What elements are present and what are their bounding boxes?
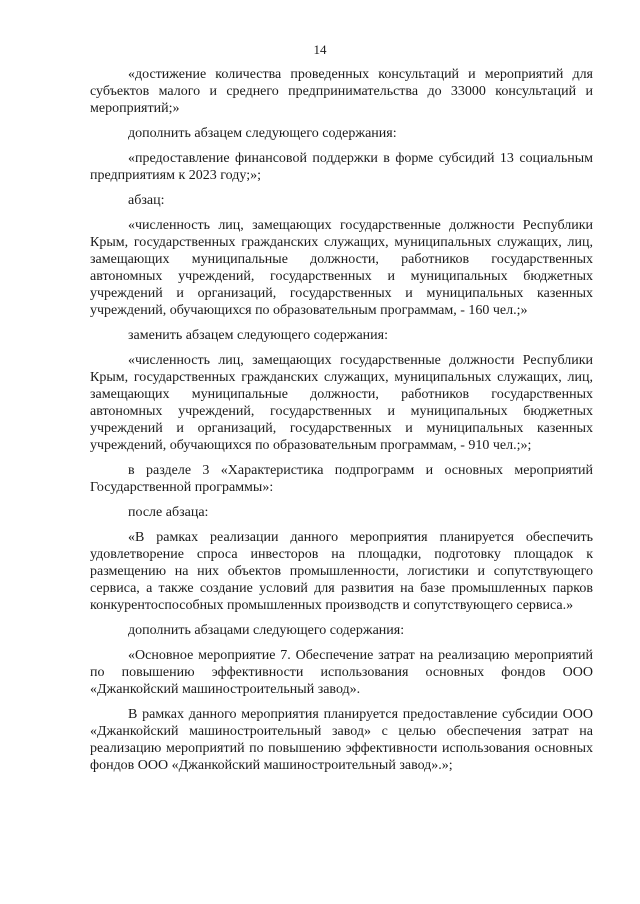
paragraph: «достижение количества проведенных консультаций и мероприятий для субъектов малого и среднего предпринимательства до 33000 консультаций и мероприятий;» bbox=[90, 67, 593, 116]
paragraph: «Основное мероприятие 7. Обеспечение затрат на реализацию мероприятий по повышению эффективности использования основных фондов ООО «Джанкойский машиностроительный завод». bbox=[90, 648, 593, 697]
paragraph: «численность лиц, замещающих государственные должности Республики Крым, государственных гражданских служащих, муниципальных служащих, лиц, замещающих муниципальные должности, работников государственных автономных учреждений, государственных и муниципальных бюджетных учреждений и организаций, государственных и муниципальных казенных учреждений, обучающихся по образовательным программам, - 910 чел.;»; bbox=[90, 353, 593, 453]
paragraph: заменить абзацем следующего содержания: bbox=[128, 328, 388, 343]
document-body bbox=[90, 66, 593, 782]
paragraph: в разделе 3 «Характеристика подпрограмм и основных мероприятий Государственной программы»: bbox=[90, 463, 593, 495]
paragraph: «В рамках реализации данного мероприятия планируется обеспечить удовлетворение спроса инвесторов на площадки, подготовку площадок к размещению на них объектов промышленности, логистики и сопутствующего сервиса, а также создание условий для развития на базе промышленных парков конкурентоспособных промышленных производств и сопутствующего сервиса.» bbox=[90, 530, 593, 613]
paragraph: после абзаца: bbox=[128, 505, 209, 520]
paragraph: В рамках данного мероприятия планируется предоставление субсидии ООО «Джанкойский машиностроительный завод» с целью обеспечения затрат на реализацию мероприятий по повышению эффективности использования основных фондов ООО «Джанкойский машиностроительный завод».»; bbox=[90, 707, 593, 773]
page-number: 14 bbox=[313, 42, 327, 57]
paragraph: «численность лиц, замещающих государственные должности Республики Крым, государственных гражданских служащих, муниципальных служащих, лиц, замещающих муниципальные должности, работников государственных автономных учреждений, государственных и муниципальных бюджетных учреждений и организаций, государственных и муниципальных казенных учреждений, обучающихся по образовательным программам, - 160 чел.;» bbox=[90, 218, 593, 318]
paragraph: дополнить абзацами следующего содержания: bbox=[128, 623, 405, 638]
paragraph: «предоставление финансовой поддержки в форме субсидий 13 социальным предприятиям к 2023 году;»; bbox=[90, 151, 593, 183]
paragraph: дополнить абзацем следующего содержания: bbox=[128, 126, 397, 141]
paragraph: абзац: bbox=[128, 193, 165, 208]
